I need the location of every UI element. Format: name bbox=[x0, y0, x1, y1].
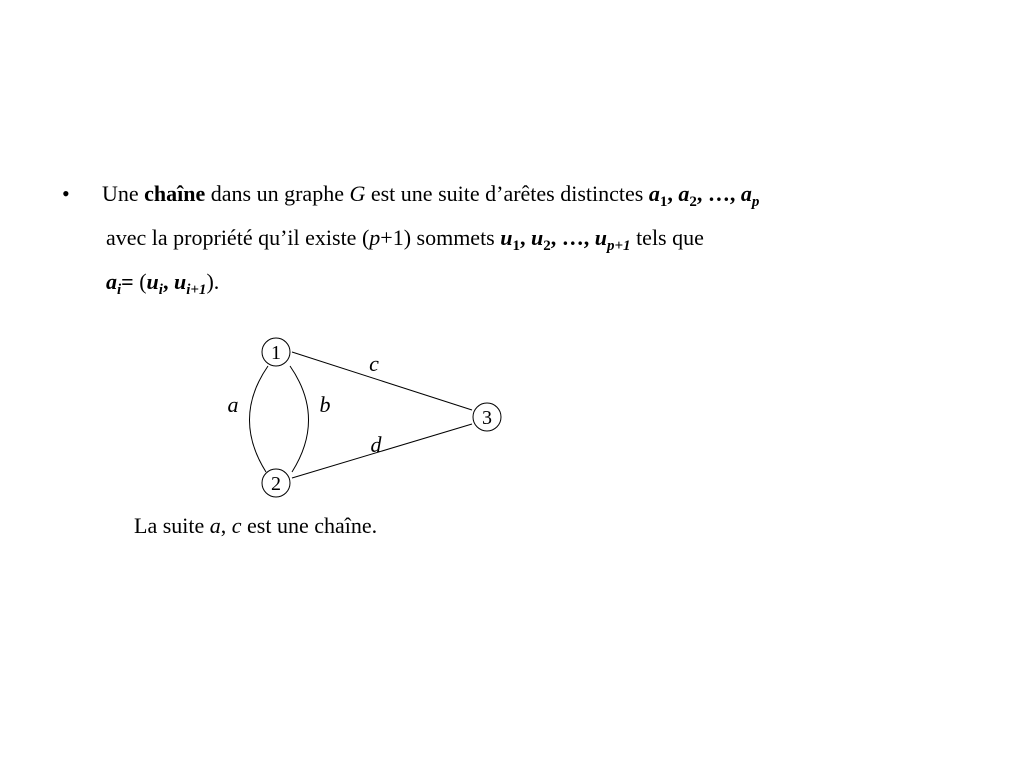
caption-edge-a: a bbox=[209, 513, 221, 538]
math-symbol: u bbox=[500, 225, 513, 250]
definition-line-3 bbox=[106, 269, 220, 298]
math-symbol: a bbox=[106, 269, 117, 294]
math-symbol: a bbox=[648, 181, 660, 206]
math-separator: , bbox=[162, 269, 174, 294]
math-subscript: i bbox=[117, 282, 122, 298]
vertex-1-label: 1 bbox=[271, 342, 281, 364]
text-segment: Une bbox=[102, 181, 145, 206]
math-subscript: 1 bbox=[512, 238, 520, 254]
text-segment: , bbox=[220, 513, 232, 538]
math-subscript: i+1 bbox=[186, 282, 207, 298]
math-separator: , bbox=[520, 225, 531, 250]
vertex-2-label: 2 bbox=[271, 473, 281, 495]
bullet-point: • bbox=[62, 181, 70, 206]
graph-symbol: G bbox=[349, 181, 366, 206]
math-symbol: u bbox=[146, 269, 159, 294]
text-segment: avec la propriété qu’il existe ( bbox=[106, 225, 370, 250]
edge-a-label: a bbox=[227, 392, 239, 417]
edge-b bbox=[290, 366, 309, 472]
definition-line-1 bbox=[102, 181, 760, 210]
vertex-3-label: 3 bbox=[482, 407, 492, 429]
math-separator: , …, bbox=[696, 181, 741, 206]
edge-a bbox=[249, 366, 268, 472]
math-symbol: a bbox=[740, 181, 752, 206]
math-symbol: u bbox=[594, 225, 607, 250]
math-subscript: i bbox=[158, 282, 163, 298]
math-subscript: 1 bbox=[659, 194, 668, 210]
edge-d-label: d bbox=[370, 432, 382, 457]
math-symbol: u bbox=[173, 269, 187, 294]
text-segment: est une chaîne. bbox=[241, 513, 378, 538]
edge-b-label: b bbox=[319, 392, 331, 417]
edge-c-label: c bbox=[369, 351, 379, 376]
text-segment: +1) sommets bbox=[380, 225, 501, 250]
math-subscript: 2 bbox=[543, 238, 551, 254]
math-paren: ( bbox=[139, 269, 147, 294]
math-symbol: a bbox=[678, 181, 690, 206]
math-symbol: u bbox=[531, 225, 544, 250]
text-segment: est une suite d’arêtes distinctes bbox=[365, 181, 649, 206]
math-separator: , …, bbox=[550, 225, 595, 250]
math-subscript: p+1 bbox=[607, 238, 631, 254]
math-symbol: p bbox=[369, 225, 381, 250]
graph-diagram bbox=[210, 330, 520, 505]
text-segment: tels que bbox=[630, 225, 704, 250]
diagram-caption bbox=[134, 513, 377, 539]
caption-edge-c: c bbox=[231, 513, 242, 538]
math-subscript: 2 bbox=[689, 194, 697, 210]
math-separator: , bbox=[667, 181, 679, 206]
edge-d bbox=[292, 424, 472, 478]
text-segment: dans un graphe bbox=[205, 181, 350, 206]
math-subscript: p bbox=[751, 194, 760, 210]
term-chaine: chaîne bbox=[144, 181, 206, 206]
text-segment: La suite bbox=[134, 513, 210, 538]
math-equals: = bbox=[121, 269, 140, 294]
definition-line-2 bbox=[106, 225, 704, 254]
math-paren: ). bbox=[206, 269, 220, 294]
